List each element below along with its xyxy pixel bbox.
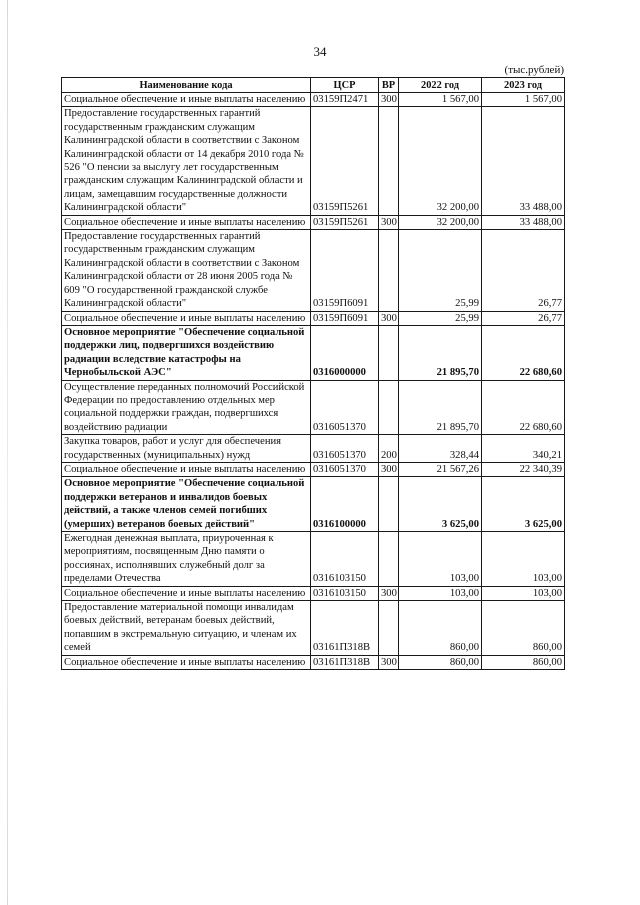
- row-code: 03159П2471: [311, 93, 379, 107]
- row-name: Закупка товаров, работ и услуг для обеспечения государственных (муниципальных) нужд: [62, 435, 311, 463]
- row-code: 0316100000: [311, 477, 379, 532]
- row-value-2022: 25,99: [399, 230, 482, 311]
- table-row: [62, 586, 565, 600]
- column-header-2022: 2022 год: [399, 78, 482, 93]
- row-name: Социальное обеспечение и иные выплаты населению: [62, 586, 311, 600]
- row-code: 0316000000: [311, 325, 379, 380]
- column-header-code: ЦСР: [311, 78, 379, 93]
- row-value-2022: 860,00: [399, 655, 482, 669]
- row-value-2022: 21 567,26: [399, 462, 482, 476]
- row-value-2023: 22 340,39: [482, 462, 565, 476]
- row-vr: 300: [379, 462, 399, 476]
- row-vr: [379, 477, 399, 532]
- row-value-2023: 26,77: [482, 230, 565, 311]
- row-value-2023: 860,00: [482, 601, 565, 656]
- table-row: [62, 532, 565, 587]
- row-code: 03159П5261: [311, 107, 379, 215]
- row-value-2022: 32 200,00: [399, 215, 482, 229]
- row-name: Предоставление государственных гарантий государственным гражданским служащим Калининградской области в соответствии с Законом Калининградской области от 28 июня 2005 года № 609 "О государственной гражданской службе Калининградской области": [62, 230, 311, 311]
- column-header-name: Наименование кода: [62, 78, 311, 93]
- table-row: [62, 93, 565, 107]
- row-vr: 300: [379, 655, 399, 669]
- row-value-2022: 3 625,00: [399, 477, 482, 532]
- row-name: Ежегодная денежная выплата, приуроченная к мероприятиям, посвященным Дню памяти о россиянах, исполнявших служебный долг за пределами Отечества: [62, 532, 311, 587]
- row-value-2023: 3 625,00: [482, 477, 565, 532]
- row-name: Предоставление материальной помощи инвалидам боевых действий, ветеранам боевых действий, попавшим в экстремальную ситуацию, и членам их семей: [62, 601, 311, 656]
- row-code: 03159П6091: [311, 230, 379, 311]
- row-code: 0316103150: [311, 586, 379, 600]
- row-code: 0316051370: [311, 462, 379, 476]
- row-value-2022: 32 200,00: [399, 107, 482, 215]
- row-value-2023: 860,00: [482, 655, 565, 669]
- row-vr: 300: [379, 215, 399, 229]
- row-value-2022: 1 567,00: [399, 93, 482, 107]
- row-name: Социальное обеспечение и иные выплаты населению: [62, 215, 311, 229]
- row-vr: [379, 230, 399, 311]
- table-row: [62, 462, 565, 476]
- row-name: Социальное обеспечение и иные выплаты населению: [62, 93, 311, 107]
- row-name: Социальное обеспечение и иные выплаты населению: [62, 311, 311, 325]
- row-value-2022: 860,00: [399, 601, 482, 656]
- table-header: [62, 78, 565, 93]
- row-name: Основное мероприятие "Обеспечение социальной поддержки ветеранов и инвалидов боевых действий, а также членов семей погибших (умерших) ветеранов боевых действий": [62, 477, 311, 532]
- row-value-2023: 340,21: [482, 435, 565, 463]
- row-vr: 300: [379, 311, 399, 325]
- row-vr: 200: [379, 435, 399, 463]
- row-name: Социальное обеспечение и иные выплаты населению: [62, 462, 311, 476]
- column-header-2023: 2023 год: [482, 78, 565, 93]
- row-value-2022: 21 895,70: [399, 325, 482, 380]
- row-name: Осуществление переданных полномочий Российской Федерации по предоставлению отдельных мер социальной поддержки граждан, подвергшихся воздействию радиации: [62, 380, 311, 435]
- row-value-2022: 328,44: [399, 435, 482, 463]
- header-row: [62, 78, 565, 93]
- row-value-2023: 22 680,60: [482, 325, 565, 380]
- column-header-vr: ВР: [379, 78, 399, 93]
- row-value-2023: 33 488,00: [482, 215, 565, 229]
- row-name: Предоставление государственных гарантий государственным гражданским служащим Калининградской области в соответствии с Законом Калининградской области от 14 декабря 2010 года № 526 "О пенсии за выслугу лет государственным гражданским служащим Калининградской области и лицам, замещавшим государственные должности Калининградской области": [62, 107, 311, 215]
- row-code: 0316051370: [311, 435, 379, 463]
- row-code: 03161П318В: [311, 655, 379, 669]
- table-row: [62, 601, 565, 656]
- row-value-2023: 26,77: [482, 311, 565, 325]
- table-row: [62, 107, 565, 215]
- units-note: (тыс.рублей): [504, 64, 564, 76]
- row-value-2023: 103,00: [482, 532, 565, 587]
- table-row: [62, 230, 565, 311]
- row-name: Социальное обеспечение и иные выплаты населению: [62, 655, 311, 669]
- row-value-2022: 21 895,70: [399, 380, 482, 435]
- row-value-2023: 103,00: [482, 586, 565, 600]
- row-value-2022: 25,99: [399, 311, 482, 325]
- table-row: [62, 655, 565, 669]
- table-row: [62, 380, 565, 435]
- row-code: 03161П318В: [311, 601, 379, 656]
- row-vr: [379, 107, 399, 215]
- table-row: [62, 325, 565, 380]
- row-value-2023: 33 488,00: [482, 107, 565, 215]
- row-code: 0316051370: [311, 380, 379, 435]
- page-number: 34: [313, 44, 327, 59]
- row-code: 0316103150: [311, 532, 379, 587]
- budget-table: [61, 77, 565, 670]
- row-vr: [379, 380, 399, 435]
- table-row: [62, 435, 565, 463]
- row-vr: [379, 601, 399, 656]
- table-row: [62, 215, 565, 229]
- row-vr: [379, 532, 399, 587]
- table-row: [62, 477, 565, 532]
- row-name: Основное мероприятие "Обеспечение социальной поддержки лиц, подвергшихся воздействию радиации вследствие катастрофы на Чернобыльской АЭС": [62, 325, 311, 380]
- table-row: [62, 311, 565, 325]
- row-value-2023: 1 567,00: [482, 93, 565, 107]
- row-vr: 300: [379, 586, 399, 600]
- scan-edge: [7, 0, 8, 905]
- row-value-2023: 22 680,60: [482, 380, 565, 435]
- row-value-2022: 103,00: [399, 586, 482, 600]
- table-body: [62, 93, 565, 670]
- row-code: 03159П5261: [311, 215, 379, 229]
- row-vr: 300: [379, 93, 399, 107]
- row-value-2022: 103,00: [399, 532, 482, 587]
- row-code: 03159П6091: [311, 311, 379, 325]
- row-vr: [379, 325, 399, 380]
